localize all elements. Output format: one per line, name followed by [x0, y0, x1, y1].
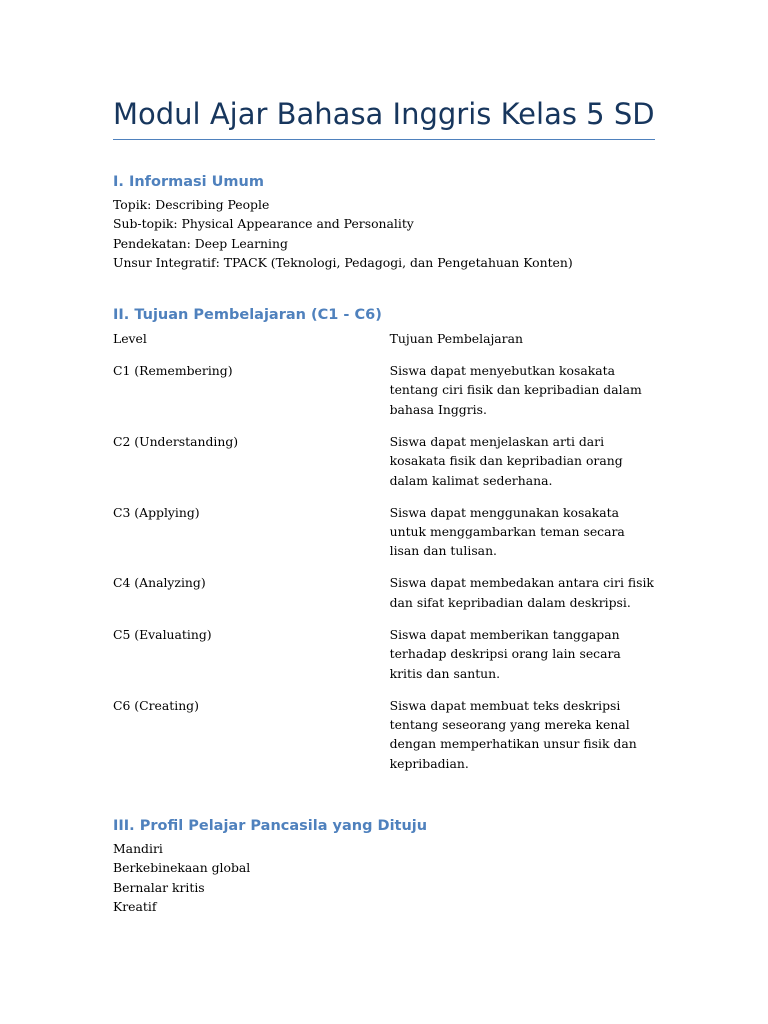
- list-item: Mandiri: [113, 841, 163, 856]
- list-item: Berkebinekaan global: [113, 860, 251, 876]
- info-line-subtopik: Sub-topik: Physical Appearance and Personality: [113, 216, 414, 232]
- goal-cell: Siswa dapat menyebutkan kosakata tentang ciri fisik dan kepribadian dalam bahasa Inggris.: [389, 363, 642, 417]
- title-underline: [113, 139, 655, 140]
- table-row: [113, 625, 655, 696]
- list-item: Bernalar kritis: [113, 879, 205, 895]
- goal-cell: Siswa dapat membedakan antara ciri fisik dan sifat kepribadian dalam deskripsi.: [389, 575, 654, 610]
- goal-cell: Siswa dapat memberikan tanggapan terhadap deskripsi orang lain secara kritis dan santun.: [389, 626, 621, 681]
- section-heading-tujuan-pembelajaran: II. Tujuan Pembelajaran (C1 - C6): [113, 307, 382, 323]
- document-title: Modul Ajar Bahasa Inggris Kelas 5 SD: [113, 97, 655, 131]
- column-header-level: Level: [113, 331, 147, 346]
- level-cell: C1 (Remembering): [113, 363, 233, 378]
- learning-objectives-table: [113, 329, 655, 773]
- general-info-list: [113, 195, 573, 273]
- table-row: [113, 361, 655, 432]
- table-row: [113, 503, 655, 574]
- goal-cell: Siswa dapat menggunakan kosakata untuk menggambarkan teman secara lisan dan tulisan.: [389, 504, 625, 559]
- level-cell: C4 (Analyzing): [113, 575, 206, 591]
- info-line-pendekatan: Pendekatan: Deep Learning: [113, 235, 288, 251]
- profile-list: [113, 839, 250, 917]
- section-heading-profil-pelajar: III. Profil Pelajar Pancasila yang Dituju: [113, 818, 428, 834]
- info-line-topik: Topik: Describing People: [113, 197, 270, 212]
- list-item: Kreatif: [113, 899, 157, 915]
- level-cell: C5 (Evaluating): [113, 626, 212, 642]
- table-row: [113, 573, 655, 624]
- table-row: [113, 432, 655, 503]
- table-row: [113, 696, 655, 774]
- level-cell: C3 (Applying): [113, 504, 200, 520]
- info-line-unsur-integratif: Unsur Integratif: TPACK (Teknologi, Pedagogi, dan Pengetahuan Konten): [113, 255, 573, 271]
- goal-cell: Siswa dapat membuat teks deskripsi tentang seseorang yang mereka kenal dengan memperhatikan unsur fisik dan kepribadian.: [389, 697, 637, 771]
- goal-cell: Siswa dapat menjelaskan arti dari kosakata fisik dan kepribadian orang dalam kalimat sederhana.: [389, 433, 623, 488]
- level-cell: C2 (Understanding): [113, 433, 239, 449]
- level-cell: C6 (Creating): [113, 697, 199, 713]
- column-header-tujuan: Tujuan Pembelajaran: [389, 331, 523, 346]
- section-heading-informasi-umum: I. Informasi Umum: [113, 174, 264, 190]
- table-header-row: [113, 329, 655, 361]
